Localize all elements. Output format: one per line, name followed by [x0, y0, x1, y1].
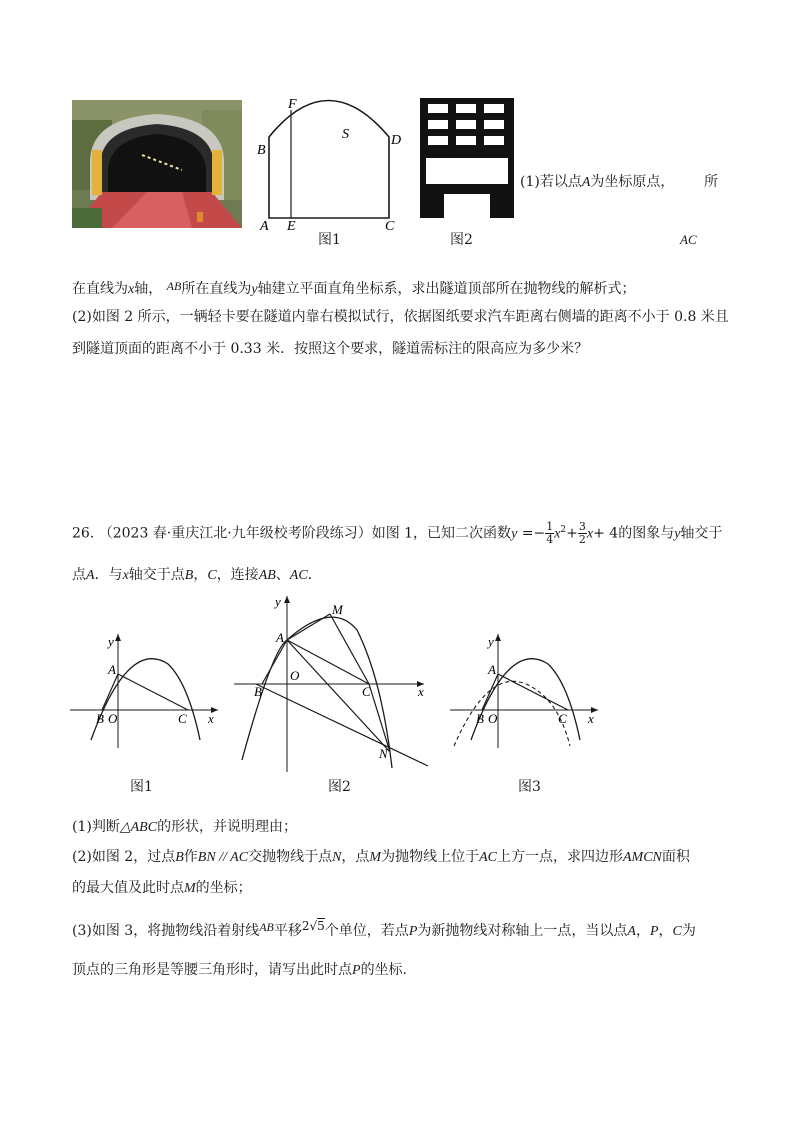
label-B: B: [257, 143, 266, 158]
svg-text:C: C: [362, 684, 371, 699]
q26-part3-line1: (3)如图 3，将抛物线沿着射线AB平移2√5个单位，若点P为新抛物线对称轴上一点，当以点A，P，C为: [72, 919, 696, 939]
fig2-caption: 图2: [450, 232, 473, 248]
svg-text:y: y: [275, 594, 281, 609]
svg-text:C: C: [558, 711, 567, 726]
svg-text:B: B: [96, 711, 104, 726]
svg-text:B: B: [476, 711, 484, 726]
svg-text:A: A: [488, 662, 496, 677]
figure-2-tunnel-grid: [420, 98, 514, 218]
q26-intro-line2: 点A．与x轴交于点B，C，连接AB、AC．: [72, 567, 322, 583]
label-E: E: [287, 219, 296, 234]
q26-fig3-caption: 图3: [518, 779, 541, 795]
svg-text:A: A: [108, 662, 116, 677]
q26-figure-2: [232, 590, 432, 775]
q25-part1-start: (1)若以点A为坐标原点，: [520, 174, 675, 190]
q26-figure-3: [448, 628, 608, 750]
svg-text:x: x: [208, 711, 214, 726]
q26-part2-line1: (2)如图 2，过点B作BN // AC交抛物线于点N，点M为抛物线上位于AC上方一点，求四边形AMCN面积: [72, 849, 690, 865]
q26-part3-line2: 顶点的三角形是等腰三角形时，请写出此时点P的坐标.: [72, 962, 408, 978]
svg-text:N: N: [379, 746, 388, 761]
svg-text:x: x: [418, 684, 424, 699]
q26-fig1-caption: 图1: [130, 779, 153, 795]
label-F: F: [288, 97, 297, 112]
q26-fig2-caption: 图2: [328, 779, 351, 795]
svg-text:O: O: [488, 711, 498, 726]
svg-text:B: B: [254, 684, 262, 699]
q26-figure-1: [68, 628, 228, 750]
label-A: A: [260, 219, 269, 234]
fig1-caption: 图1: [318, 232, 341, 248]
q25-part2-line2: 到隧道顶面的距离不小于 0.33 米．按照这个要求，隧道需标注的限高应为多少米？: [72, 341, 589, 357]
q26-part2-line2: 的最大值及此时点M的坐标；: [72, 880, 252, 896]
q25-part1-suo: 所: [704, 174, 718, 190]
figure-1-tunnel-section: [256, 92, 416, 252]
q26-part1: (1)判断△ABC的形状，并说明理由；: [72, 819, 298, 835]
q26-intro-line1: 26. （2023 春·重庆江北·九年级校考阶段练习）如图 1，已知二次函数y =− $\frac{1}{4}$ $x^2+$ $\frac{3}{2}$ x+ 4的图象与y轴交于: [72, 520, 723, 547]
svg-text:x: x: [588, 711, 594, 726]
q25-part1-line2: 在直线为x轴， AB所在直线为y轴建立平面直角坐标系，求出隧道顶部所在抛物线的解析式；: [72, 279, 636, 297]
label-C: C: [385, 219, 395, 234]
svg-text:y: y: [488, 634, 494, 649]
q25-part2-line1: (2)如图 2 所示，一辆轻卡要在隧道内靠右模拟试行，依据图纸要求汽车距离右侧墙的距离不小于 0.8 米且: [72, 309, 729, 325]
tunnel-photo: [72, 100, 242, 228]
svg-text:C: C: [178, 711, 187, 726]
label-S: S: [342, 127, 349, 142]
svg-text:O: O: [108, 711, 118, 726]
svg-text:A: A: [276, 630, 284, 645]
svg-text:O: O: [290, 668, 300, 683]
svg-text:y: y: [108, 634, 114, 649]
svg-text:M: M: [332, 602, 343, 617]
q25-part1-AC: AC: [680, 232, 697, 247]
label-D: D: [391, 133, 402, 148]
